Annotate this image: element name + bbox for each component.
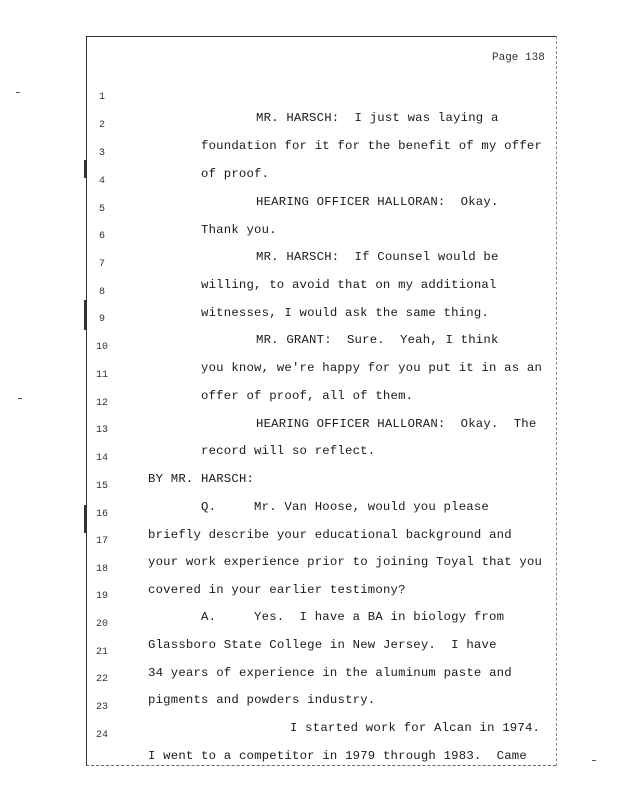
line-text: MR. HARSCH: I just was laying a (256, 111, 499, 125)
line-number: 11 (95, 370, 108, 381)
line-text: your work experience prior to joining Toyal that you (148, 555, 543, 569)
line-number: 3 (98, 148, 105, 159)
line-number: 24 (95, 730, 108, 741)
line-text: of proof. (201, 167, 270, 181)
line-text: covered in your earlier testimony? (148, 583, 406, 597)
line-text: HEARING OFFICER HALLORAN: Okay. The (256, 417, 537, 431)
line-text: I started work for Alcan in 1974. (290, 721, 541, 735)
scan-artifact (592, 760, 596, 761)
line-text: offer of proof, all of them. (201, 389, 414, 403)
line-number: 5 (98, 204, 105, 215)
line-number: 2 (98, 120, 105, 131)
line-number: 20 (95, 619, 108, 630)
line-number: 1 (98, 92, 105, 103)
transcript-line (0, 68, 618, 125)
line-text: pigments and powders industry. (148, 693, 376, 707)
line-text: Q. Mr. Van Hoose, would you please (201, 500, 490, 514)
line-number: 23 (95, 702, 108, 713)
line-number: 17 (95, 536, 108, 547)
line-text: I went to a competitor in 1979 through 1983. Came (148, 749, 527, 763)
line-text: briefly describe your educational background and (148, 528, 512, 542)
line-number: 8 (98, 287, 105, 298)
line-number: 18 (95, 564, 108, 575)
line-text: you know, we're happy for you put it in as an (201, 361, 543, 375)
line-number: 15 (95, 481, 108, 492)
line-text: 34 years of experience in the aluminum paste and (148, 666, 512, 680)
line-text: HEARING OFFICER HALLORAN: Okay. (256, 195, 499, 209)
line-number: 7 (98, 259, 105, 270)
line-number: 9 (98, 314, 105, 325)
line-number: 21 (95, 647, 108, 658)
line-text: A. Yes. I have a BA in biology from (201, 610, 505, 624)
line-number: 10 (95, 342, 108, 353)
line-text: foundation for it for the benefit of my offer (201, 139, 543, 153)
line-number: 12 (95, 398, 108, 409)
page-number: Page 138 (492, 52, 545, 64)
line-number: 6 (98, 231, 105, 242)
line-text: Thank you. (201, 223, 277, 237)
line-text: MR. GRANT: Sure. Yeah, I think (256, 333, 499, 347)
line-number: 14 (95, 453, 108, 464)
line-number: 22 (95, 674, 108, 685)
line-number: 16 (95, 509, 108, 520)
top-border-rule (86, 36, 556, 37)
line-text: witnesses, I would ask the same thing. (201, 306, 490, 320)
line-number: 13 (95, 425, 108, 436)
line-text: Glassboro State College in New Jersey. I have (148, 638, 497, 652)
line-text: record will so reflect. (201, 444, 376, 458)
line-number: 19 (95, 591, 108, 602)
line-text: willing, to avoid that on my additional (201, 278, 497, 292)
line-number: 4 (98, 176, 105, 187)
line-text: BY MR. HARSCH: (148, 472, 255, 486)
line-text: MR. HARSCH: If Counsel would be (256, 250, 499, 264)
